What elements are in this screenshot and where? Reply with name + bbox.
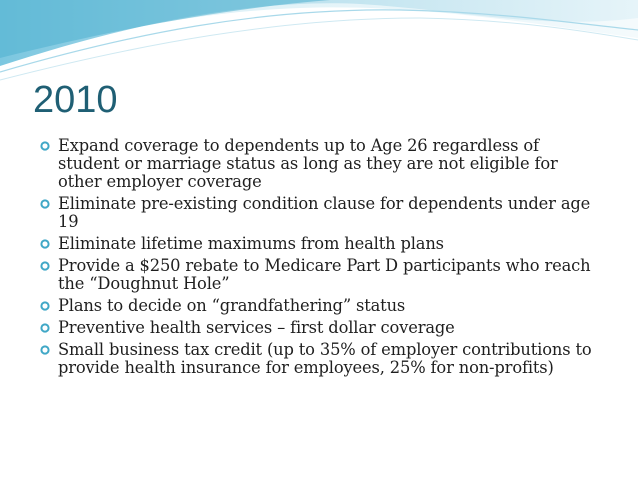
bullet-text: Eliminate lifetime maximums from health plans — [58, 234, 444, 253]
circle-bullet-icon — [39, 238, 51, 250]
circle-bullet-icon — [39, 344, 51, 356]
header-wave-decoration — [0, 0, 638, 90]
bullet-text: Small business tax credit (up to 35% of employer contributions to provide health insurance for employees, 25% for non-profits) — [58, 340, 592, 377]
bullet-text: Plans to decide on “grandfathering” status — [58, 296, 406, 315]
bullet-item — [39, 235, 595, 253]
bullet-item — [39, 341, 595, 377]
bullet-text: Provide a $250 rebate to Medicare Part D participants who reach the “Doughnut Hole” — [58, 256, 591, 293]
bullet-item — [39, 137, 595, 191]
bullet-item — [39, 319, 595, 337]
circle-bullet-icon — [39, 322, 51, 334]
circle-bullet-icon — [39, 300, 51, 312]
bullet-item — [39, 195, 595, 231]
bullet-text: Expand coverage to dependents up to Age 26 regardless of student or marriage status as long as they are not eligible for other employer coverage — [58, 136, 558, 191]
bullet-text: Eliminate pre-existing condition clause for dependents under age 19 — [58, 194, 591, 231]
bullet-item — [39, 257, 595, 293]
circle-bullet-icon — [39, 260, 51, 272]
slide-title: 2010 — [33, 79, 118, 121]
bullet-text: Preventive health services – first dollar coverage — [58, 318, 455, 337]
circle-bullet-icon — [39, 140, 51, 152]
circle-bullet-icon — [39, 198, 51, 210]
bullet-item — [39, 297, 595, 315]
bullet-list — [39, 137, 595, 381]
